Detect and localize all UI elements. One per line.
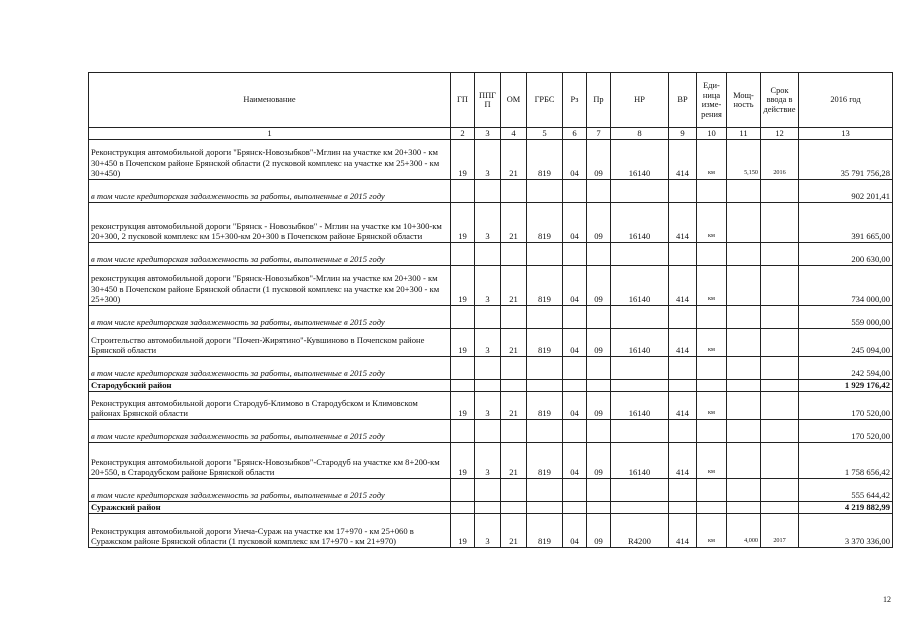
header-grbs: ГРБС xyxy=(527,73,563,128)
ppgp-cell: 3 xyxy=(475,391,501,419)
header-row xyxy=(89,73,893,128)
rz-cell: 04 xyxy=(563,202,587,242)
header-pr: Пр xyxy=(587,73,611,128)
gp-cell: 19 xyxy=(451,202,475,242)
project-name: Реконструкция автомобильной дороги "Брянск-Новозыбков"-Мглин на участке км 20+300 - км 30+450 в Почепском районе Брянской области (2 пусковой комплекс на участке км 25+300 - км 30+450) xyxy=(89,139,451,179)
project-name: Реконструкция автомобильной дороги Стародуб-Климово в Стародубском и Климовском районах Брянской области xyxy=(89,391,451,419)
capacity-cell: 4,000 xyxy=(727,513,761,547)
amount-cell: 559 000,00 xyxy=(799,305,893,328)
grbs-cell: 819 xyxy=(527,442,563,478)
project-name: реконструкция автомобильной дороги "Брянск-Новозыбков"-Мглин на участке км 20+300 - км 30+450 в Почепском районе Брянской области (1 пусковой комплекс на участке км 20+300 - км 25+300) xyxy=(89,265,451,305)
project-name: реконструкция автомобильной дороги "Брянск - Новозыбков" - Мглин на участке км 10+300-км 20+300, 2 пусковой комплекс км 15+300-км 20+300 в Почепском районе Брянской области xyxy=(89,202,451,242)
nr-cell: 16140 xyxy=(611,265,669,305)
capacity-cell: 5,150 xyxy=(727,139,761,179)
table-row xyxy=(89,242,893,265)
amount-cell: 734 000,00 xyxy=(799,265,893,305)
page-number: 12 xyxy=(883,595,891,604)
grbs-cell: 819 xyxy=(527,513,563,547)
pr-cell: 09 xyxy=(587,139,611,179)
debt-note: в том числе кредиторская задолженность за работы, выполненные в 2015 году xyxy=(89,242,451,265)
amount-cell: 242 594,00 xyxy=(799,356,893,379)
pr-cell: 09 xyxy=(587,202,611,242)
amount-cell: 245 094,00 xyxy=(799,328,893,356)
capacity-cell xyxy=(727,442,761,478)
unit-cell: км xyxy=(697,265,727,305)
col-number: 8 xyxy=(611,128,669,140)
unit-cell: км xyxy=(697,442,727,478)
column-number-row xyxy=(89,128,893,140)
header-name: Наименование xyxy=(89,73,451,128)
col-number: 12 xyxy=(761,128,799,140)
district-name: Стародубский район xyxy=(89,379,451,391)
table-row xyxy=(89,391,893,419)
col-number: 10 xyxy=(697,128,727,140)
vr-cell: 414 xyxy=(669,513,697,547)
header-capacity: Мощ- ность xyxy=(727,73,761,128)
project-name: Строительство автомобильной дороги "Почеп-Жирятино"-Кувшиново в Почепском районе Брянской области xyxy=(89,328,451,356)
gp-cell: 19 xyxy=(451,265,475,305)
grbs-cell: 819 xyxy=(527,202,563,242)
col-number: 13 xyxy=(799,128,893,140)
om-cell: 21 xyxy=(501,265,527,305)
header-vr: ВР xyxy=(669,73,697,128)
om-cell: 21 xyxy=(501,513,527,547)
rz-cell: 04 xyxy=(563,513,587,547)
nr-cell: 16140 xyxy=(611,442,669,478)
debt-note: в том числе кредиторская задолженность за работы, выполненные в 2015 году xyxy=(89,356,451,379)
col-number: 7 xyxy=(587,128,611,140)
om-cell: 21 xyxy=(501,391,527,419)
table-row xyxy=(89,265,893,305)
debt-note: в том числе кредиторская задолженность за работы, выполненные в 2015 году xyxy=(89,305,451,328)
term-cell: 2017 xyxy=(761,513,799,547)
rz-cell: 04 xyxy=(563,328,587,356)
district-total: 1 929 176,42 xyxy=(799,379,893,391)
term-cell xyxy=(761,391,799,419)
amount-cell: 555 644,42 xyxy=(799,478,893,501)
unit-cell: км xyxy=(697,391,727,419)
header-ppgp: ППГ П xyxy=(475,73,501,128)
project-name: Реконструкция автомобильной дороги "Брянск-Новозыбков"-Стародуб на участке км 8+200-км 20+550, в Стародубском районе Брянской области xyxy=(89,442,451,478)
pr-cell: 09 xyxy=(587,442,611,478)
capacity-cell xyxy=(727,328,761,356)
gp-cell: 19 xyxy=(451,328,475,356)
pr-cell: 09 xyxy=(587,513,611,547)
table-row xyxy=(89,478,893,501)
grbs-cell: 819 xyxy=(527,265,563,305)
col-number: 9 xyxy=(669,128,697,140)
header-nr: НР xyxy=(611,73,669,128)
table-row xyxy=(89,513,893,547)
capacity-cell xyxy=(727,265,761,305)
amount-cell: 170 520,00 xyxy=(799,391,893,419)
capacity-cell xyxy=(727,202,761,242)
header-unit: Еди- ница изме- рения xyxy=(697,73,727,128)
nr-cell: 16140 xyxy=(611,139,669,179)
unit-cell: км xyxy=(697,139,727,179)
rz-cell: 04 xyxy=(563,139,587,179)
unit-cell: км xyxy=(697,328,727,356)
debt-note: в том числе кредиторская задолженность за работы, выполненные в 2015 году xyxy=(89,478,451,501)
project-name: Реконструкция автомобильной дороги Унеча-Сураж на участке км 17+970 - км 25+060 в Суражском районе Брянской области (1 пусковой комплекс км 17+970 - км 21+970) xyxy=(89,513,451,547)
amount-cell: 1 758 656,42 xyxy=(799,442,893,478)
vr-cell: 414 xyxy=(669,139,697,179)
nr-cell: 16140 xyxy=(611,391,669,419)
pr-cell: 09 xyxy=(587,328,611,356)
col-number: 11 xyxy=(727,128,761,140)
gp-cell: 19 xyxy=(451,513,475,547)
vr-cell: 414 xyxy=(669,442,697,478)
term-cell xyxy=(761,265,799,305)
vr-cell: 414 xyxy=(669,328,697,356)
col-number: 1 xyxy=(89,128,451,140)
term-cell xyxy=(761,328,799,356)
district-name: Суражский район xyxy=(89,501,451,513)
amount-cell: 35 791 756,28 xyxy=(799,139,893,179)
ppgp-cell: 3 xyxy=(475,139,501,179)
amount-cell: 391 665,00 xyxy=(799,202,893,242)
district-row xyxy=(89,501,893,513)
table-row xyxy=(89,356,893,379)
header-rz: Рз xyxy=(563,73,587,128)
unit-cell: км xyxy=(697,202,727,242)
ppgp-cell: 3 xyxy=(475,442,501,478)
table-row xyxy=(89,202,893,242)
table-row xyxy=(89,179,893,202)
col-number: 3 xyxy=(475,128,501,140)
ppgp-cell: 3 xyxy=(475,328,501,356)
unit-cell: км xyxy=(697,513,727,547)
rz-cell: 04 xyxy=(563,391,587,419)
ppgp-cell: 3 xyxy=(475,513,501,547)
nr-cell: 16140 xyxy=(611,202,669,242)
table-row xyxy=(89,305,893,328)
table-row xyxy=(89,139,893,179)
debt-note: в том числе кредиторская задолженность за работы, выполненные в 2015 году xyxy=(89,179,451,202)
vr-cell: 414 xyxy=(669,265,697,305)
om-cell: 21 xyxy=(501,139,527,179)
col-number: 5 xyxy=(527,128,563,140)
table-row xyxy=(89,442,893,478)
term-cell xyxy=(761,202,799,242)
vr-cell: 414 xyxy=(669,391,697,419)
gp-cell: 19 xyxy=(451,442,475,478)
capacity-cell xyxy=(727,391,761,419)
district-total: 4 219 882,99 xyxy=(799,501,893,513)
om-cell: 21 xyxy=(501,442,527,478)
term-cell xyxy=(761,442,799,478)
rz-cell: 04 xyxy=(563,442,587,478)
gp-cell: 19 xyxy=(451,139,475,179)
pr-cell: 09 xyxy=(587,265,611,305)
amount-cell: 200 630,00 xyxy=(799,242,893,265)
amount-cell: 902 201,41 xyxy=(799,179,893,202)
header-gp: ГП xyxy=(451,73,475,128)
header-year-2016: 2016 год xyxy=(799,73,893,128)
ppgp-cell: 3 xyxy=(475,265,501,305)
amount-cell: 170 520,00 xyxy=(799,419,893,442)
ppgp-cell: 3 xyxy=(475,202,501,242)
term-cell: 2016 xyxy=(761,139,799,179)
grbs-cell: 819 xyxy=(527,139,563,179)
amount-cell: 3 370 336,00 xyxy=(799,513,893,547)
table-row xyxy=(89,419,893,442)
nr-cell: 16140 xyxy=(611,328,669,356)
grbs-cell: 819 xyxy=(527,328,563,356)
nr-cell: R4200 xyxy=(611,513,669,547)
gp-cell: 19 xyxy=(451,391,475,419)
header-om: ОМ xyxy=(501,73,527,128)
header-term: Срок ввода в действие xyxy=(761,73,799,128)
table-row xyxy=(89,328,893,356)
col-number: 4 xyxy=(501,128,527,140)
rz-cell: 04 xyxy=(563,265,587,305)
pr-cell: 09 xyxy=(587,391,611,419)
om-cell: 21 xyxy=(501,328,527,356)
col-number: 2 xyxy=(451,128,475,140)
col-number: 6 xyxy=(563,128,587,140)
district-row xyxy=(89,379,893,391)
grbs-cell: 819 xyxy=(527,391,563,419)
budget-table xyxy=(88,72,893,548)
om-cell: 21 xyxy=(501,202,527,242)
debt-note: в том числе кредиторская задолженность за работы, выполненные в 2015 году xyxy=(89,419,451,442)
vr-cell: 414 xyxy=(669,202,697,242)
